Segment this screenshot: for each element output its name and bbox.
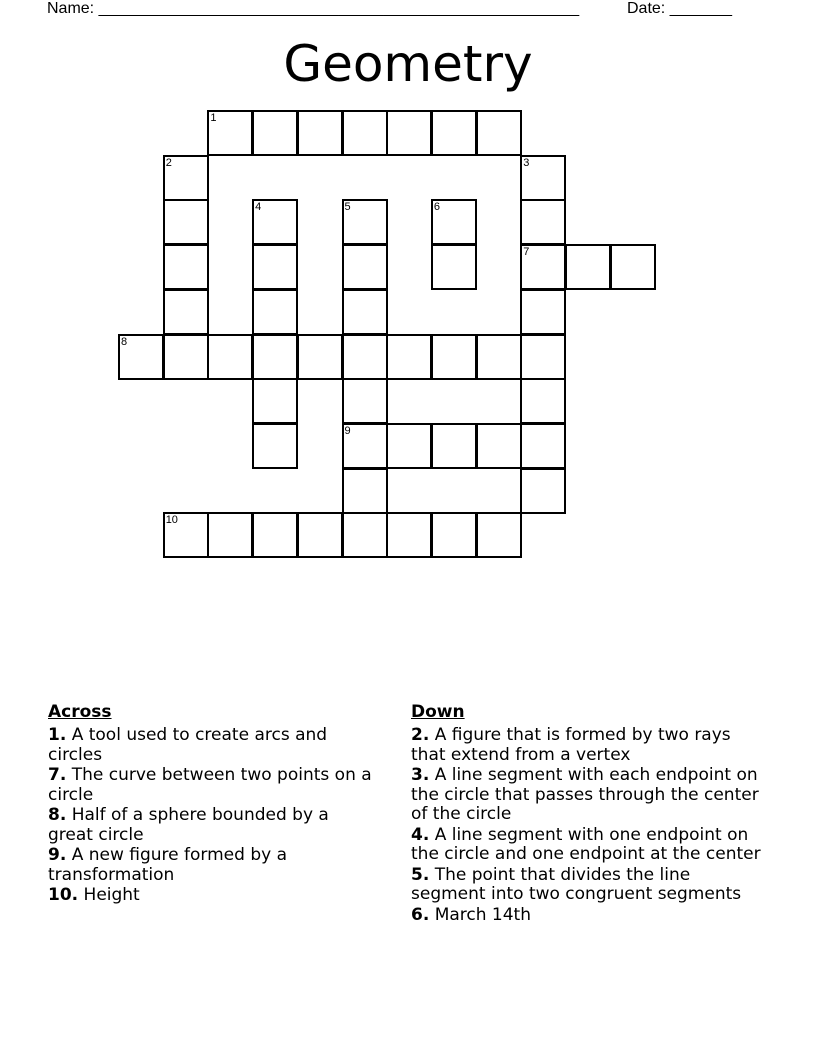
header (47, 0, 767, 20)
down-clue-6 (411, 906, 761, 926)
page-title: Geometry (283, 35, 533, 93)
clue-number: 6. (411, 904, 430, 925)
crossword-cell[interactable] (342, 110, 388, 156)
crossword-cell[interactable] (342, 468, 388, 514)
crossword-cell[interactable] (252, 244, 298, 290)
across-clue-10 (48, 886, 378, 906)
crossword-cell[interactable] (252, 199, 298, 245)
clue-number: 4. (411, 824, 430, 845)
crossword-cell[interactable] (297, 334, 343, 380)
cell-number: 5 (344, 201, 351, 214)
down-clue-3 (411, 766, 761, 825)
across-clue-9 (48, 846, 378, 885)
across-clue-1 (48, 726, 378, 765)
crossword-cell[interactable] (252, 289, 298, 335)
crossword-cell[interactable] (520, 155, 566, 201)
crossword-cell[interactable] (386, 512, 432, 558)
crossword-cell[interactable] (252, 110, 298, 156)
clue-number: 9. (48, 845, 67, 865)
crossword-cell[interactable] (342, 289, 388, 335)
clue-text: A figure that is formed by two rays that extend from a vertex (411, 725, 731, 765)
crossword-cell[interactable] (163, 512, 209, 558)
crossword-cell[interactable] (520, 334, 566, 380)
crossword-cell[interactable] (207, 334, 253, 380)
cell-number: 6 (433, 201, 441, 214)
clue-text: The point that divides the line segment into two congruent segments (411, 864, 742, 904)
clue-number: 8. (48, 805, 67, 825)
down-clue-2 (411, 726, 761, 765)
crossword-cell[interactable] (476, 423, 522, 469)
crossword-cell[interactable] (431, 334, 477, 380)
crossword-cell[interactable] (431, 423, 477, 469)
crossword-cell[interactable] (342, 378, 388, 424)
crossword-cell[interactable] (207, 512, 253, 558)
cell-number: 4 (255, 201, 262, 214)
crossword-cell[interactable] (163, 155, 209, 201)
crossword-cell[interactable] (342, 334, 388, 380)
cell-number: 7 (523, 246, 530, 259)
crossword-cell[interactable] (386, 423, 432, 469)
down-clue-5 (411, 866, 761, 905)
cell-number: 10 (165, 514, 178, 527)
crossword-cell[interactable] (252, 512, 298, 558)
crossword-cell[interactable] (163, 289, 209, 335)
across-clues (48, 702, 378, 907)
crossword-cell[interactable] (520, 378, 566, 424)
clue-number: 1. (48, 725, 67, 745)
down-heading: Down (411, 702, 465, 722)
clue-text: Half of a sphere bounded by a great circle (48, 805, 329, 845)
crossword-cell[interactable] (520, 244, 566, 290)
down-clue-4 (411, 826, 761, 865)
cell-number: 3 (523, 156, 530, 169)
name-field[interactable]: Name: ______________________________________________________ (47, 0, 580, 17)
crossword-cell[interactable] (118, 334, 164, 380)
crossword-cell[interactable] (207, 110, 253, 156)
crossword-cell[interactable] (342, 423, 388, 469)
clue-number: 3. (411, 765, 430, 785)
cell-number: 9 (344, 424, 351, 437)
clue-number: 5. (411, 864, 430, 885)
crossword-cell[interactable] (520, 289, 566, 335)
clue-text: The curve between two points on a circle (48, 765, 372, 805)
crossword-cell[interactable] (342, 244, 388, 290)
crossword-cell[interactable] (476, 512, 522, 558)
crossword-cell[interactable] (297, 110, 343, 156)
crossword-cell[interactable] (476, 110, 522, 156)
crossword-cell[interactable] (565, 244, 611, 290)
clue-number: 10. (48, 885, 79, 905)
crossword-cell[interactable] (163, 244, 209, 290)
crossword-cell[interactable] (252, 378, 298, 424)
crossword-cell[interactable] (163, 199, 209, 245)
crossword-cell[interactable] (386, 110, 432, 156)
crossword-cell[interactable] (342, 512, 388, 558)
clue-text: Height (83, 885, 140, 905)
down-clues (411, 702, 761, 926)
date-field[interactable]: Date: _______ (627, 0, 732, 17)
crossword-cell[interactable] (297, 512, 343, 558)
crossword-cell[interactable] (431, 512, 477, 558)
cell-number: 1 (210, 112, 217, 124)
crossword-cell[interactable] (431, 244, 477, 290)
crossword-cell[interactable] (520, 199, 566, 245)
crossword-cell[interactable] (520, 423, 566, 469)
cell-number: 8 (121, 335, 128, 348)
clue-text: March 14th (434, 904, 532, 925)
crossword-cell[interactable] (163, 334, 209, 380)
clue-number: 7. (48, 765, 67, 785)
crossword-cell[interactable] (520, 468, 566, 514)
crossword-cell[interactable] (431, 110, 477, 156)
cell-number: 2 (165, 156, 172, 169)
across-clue-7 (48, 766, 378, 805)
crossword-cell[interactable] (431, 199, 477, 245)
clue-number: 2. (411, 725, 430, 745)
crossword-cell[interactable] (342, 199, 388, 245)
crossword-cell[interactable] (610, 244, 656, 290)
clue-text: A tool used to create arcs and circles (48, 725, 328, 765)
crossword-cell[interactable] (386, 334, 432, 380)
clue-text: A new figure formed by a transformation (48, 845, 287, 885)
crossword-cell[interactable] (476, 334, 522, 380)
clue-text: A line segment with one endpoint on the circle and one endpoint at the center (411, 824, 761, 864)
clue-text: A line segment with each endpoint on the circle that passes through the center of the circle (411, 765, 759, 824)
crossword-cell[interactable] (252, 334, 298, 380)
crossword-cell[interactable] (252, 423, 298, 469)
across-heading: Across (48, 702, 112, 722)
across-clue-8 (48, 806, 378, 845)
